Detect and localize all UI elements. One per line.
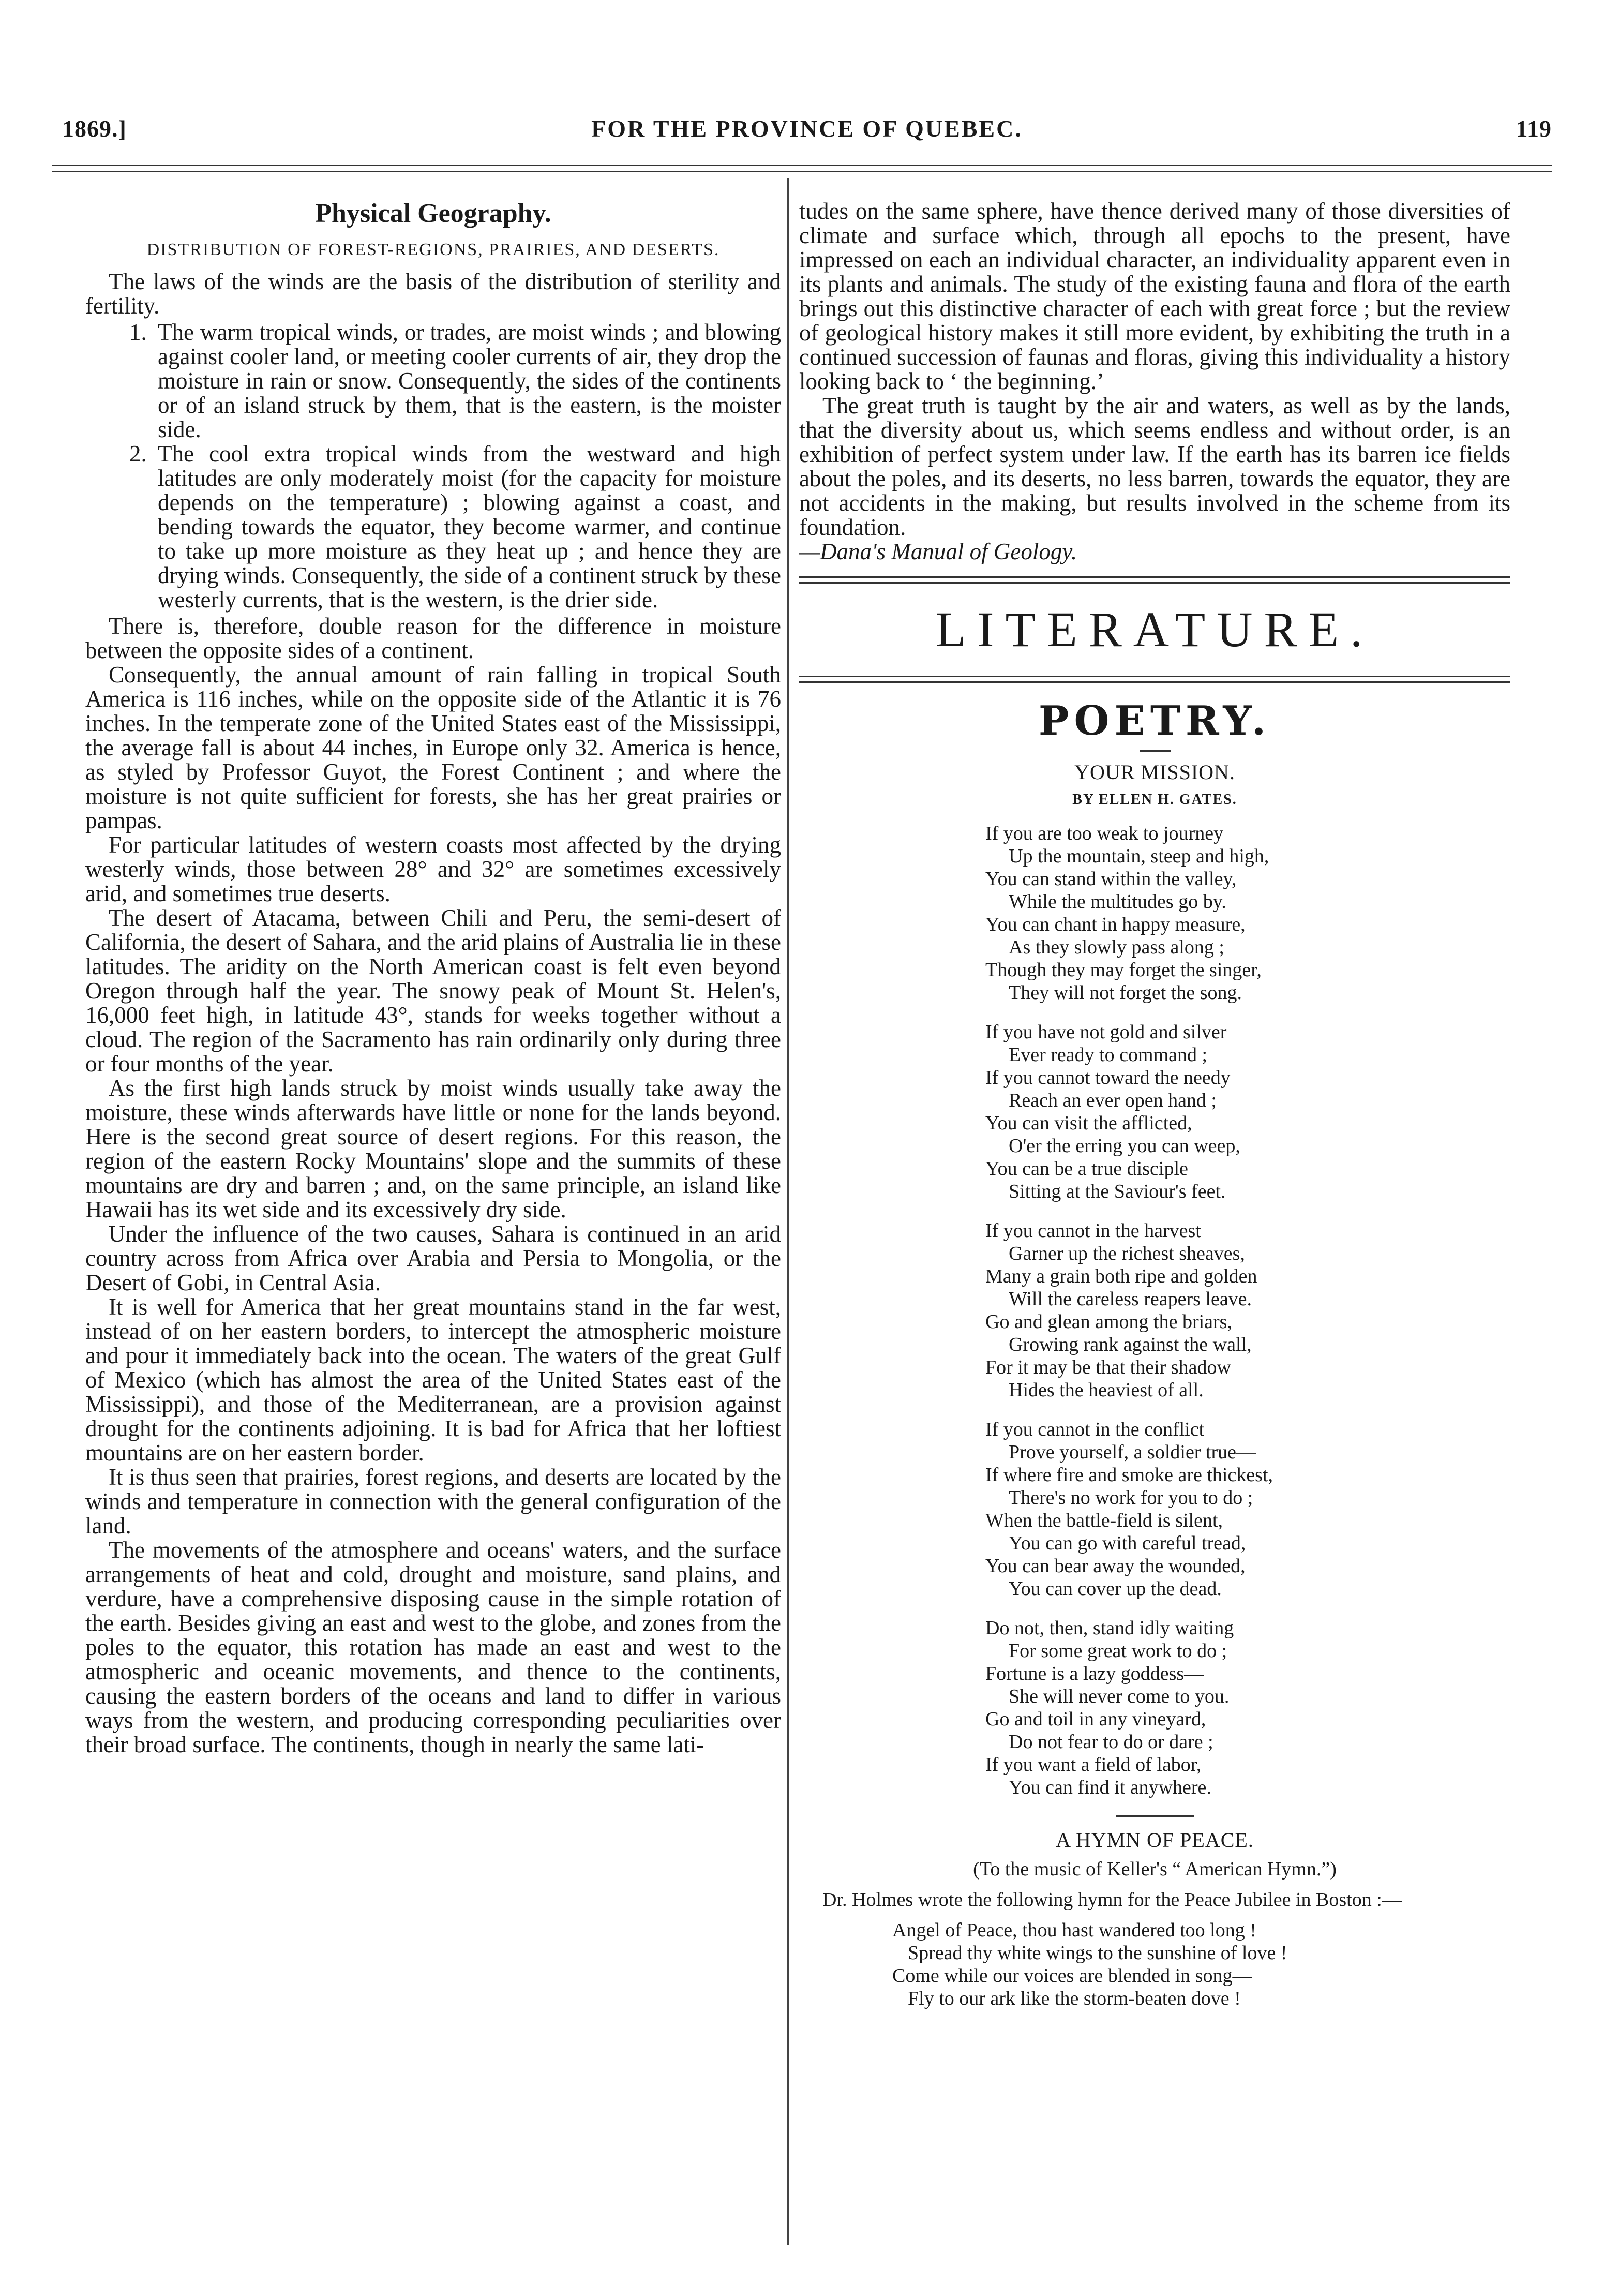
header-rule bbox=[52, 165, 1552, 166]
poem-stanza bbox=[985, 1418, 1510, 1600]
poem-line: You can cover up the dead. bbox=[1009, 1578, 1222, 1600]
poem-line: If you cannot in the conflict bbox=[985, 1419, 1205, 1440]
page-number: 119 bbox=[1516, 115, 1552, 142]
poem-line: Go and toil in any vineyard, bbox=[985, 1708, 1206, 1730]
body-paragraph: Under the influence of the two causes, Sahara is continued in an arid country across from Africa over Arabia and Persia to Mongolia, or the Desert of Gobi, in Central Asia. bbox=[85, 1221, 781, 1295]
poem-line: For it may be that their shadow bbox=[985, 1356, 1231, 1378]
numbered-list bbox=[85, 320, 781, 612]
poem-line: Come while our voices are blended in song— bbox=[892, 1965, 1252, 1987]
list-item: 1. The warm tropical winds, or trades, are moist winds ; and blowing against cooler land, or meeting cooler currents of air, they drop the moisture in rain or snow. Consequently, the sides of the continents or of an island struck by them, that is the eastern, is the moister side. bbox=[153, 320, 781, 442]
section-heading-physical-geography: Physical Geography. bbox=[315, 199, 551, 228]
section-rule bbox=[799, 576, 1510, 584]
poem-line: If you cannot in the harvest bbox=[985, 1220, 1201, 1242]
poem-line: You can be a true disciple bbox=[985, 1158, 1188, 1180]
poem-stanza bbox=[892, 1919, 1510, 2010]
poem-line: Do not, then, stand idly waiting bbox=[985, 1617, 1234, 1639]
poem-line: Many a grain both ripe and golden bbox=[985, 1265, 1257, 1287]
header-year: 1869.] bbox=[62, 115, 127, 142]
poem-line: Fly to our ark like the storm-beaten dove ! bbox=[908, 1988, 1241, 2009]
citation: —Dana's Manual of Geology. bbox=[799, 539, 1077, 564]
right-column bbox=[799, 199, 1510, 2010]
poem-line: You can bear away the wounded, bbox=[985, 1555, 1246, 1577]
poem-line: If you want a field of labor, bbox=[985, 1754, 1202, 1776]
poem-line: If where fire and smoke are thickest, bbox=[985, 1464, 1273, 1486]
poem-line: There's no work for you to do ; bbox=[1009, 1487, 1253, 1509]
poem-line: For some great work to do ; bbox=[1009, 1640, 1227, 1662]
body-paragraph: As the first high lands struck by moist winds usually take away the moisture, these winds afterwards have little or none for the lands beyond. Here is the second great source of desert regions. For this reason, the region of the eastern Rocky Mountains' slope and the summits of these mountains are dry and barren ; and, on the same principle, an island like Hawaii has its wet side and its excessively dry side. bbox=[85, 1075, 781, 1222]
poem-line: She will never come to you. bbox=[1009, 1686, 1230, 1707]
poem-line: Sitting at the Saviour's feet. bbox=[1009, 1181, 1226, 1202]
continuation-paragraph: tudes on the same sphere, have thence derived many of those diversities of climate and surface which, through all epochs to the present, have impressed on each an individual character, an individuality apparent even in its plants and animals. The study of the existing fauna and flora of the earth brings out this distinctive character of each with great force ; but the review of geological history makes it still more evident, by exhibiting the truth in a continued succession of faunas and floras, giving this individuality a history looking back to ‘ the beginning.’ bbox=[799, 198, 1510, 394]
intro-paragraph: The laws of the winds are the basis of the distribution of sterility and fertility. bbox=[85, 269, 781, 319]
poem-line: Ever ready to command ; bbox=[1009, 1044, 1208, 1066]
body-paragraph: The desert of Atacama, between Chili and Peru, the semi-desert of California, the desert of Sahara, and the arid plains of Australia lie in these latitudes. The aridity on the North American coast is felt even beyond Oregon through half the year. The snowy peak of Mount St. Helen's, 16,000 feet high, in latitude 43°, stands for weeks together without a cloud. The region of the Sacramento has rain ordinarily only during three or four months of the year. bbox=[85, 905, 781, 1077]
poem-line: Growing rank against the wall, bbox=[1009, 1334, 1252, 1355]
poem-line: They will not forget the song. bbox=[1009, 982, 1242, 1004]
poem-line: You can go with careful tread, bbox=[1009, 1532, 1246, 1554]
header-rule-thin bbox=[52, 171, 1552, 172]
body-paragraph: There is, therefore, double reason for the difference in moisture between the opposite sides of a continent. bbox=[85, 613, 781, 663]
poem-line: Garner up the richest sheaves, bbox=[1009, 1243, 1245, 1264]
body-paragraph: It is well for America that her great mountains stand in the far west, instead of on her eastern borders, to intercept the atmospheric moisture and pour it immediately back into the ocean. The waters of the great Gulf of Mexico (which has almost the area of the United States east of the Mississippi), and those of the Mediterranean, are a provision against drought for the continents adjoining. It is bad for Africa that her loftiest mountains are on her eastern border. bbox=[85, 1294, 781, 1466]
poem-line: If you are too weak to journey bbox=[985, 823, 1224, 844]
poem-line: Reach an ever open hand ; bbox=[1009, 1090, 1217, 1111]
body-paragraph: The great truth is taught by the air and waters, as well as by the lands, that the diversity about us, which seems endless and without order, is an exhibition of perfect system under law. If the earth has its barren ice fields about the poles, and its deserts, no less barren, towards the equator, they are not accidents in the making, but results involved in the scheme from its foundation. bbox=[799, 393, 1510, 540]
poem-line: Up the mountain, steep and high, bbox=[1009, 845, 1269, 867]
poem-line: You can chant in happy measure, bbox=[985, 914, 1246, 935]
poem-line: When the battle-field is silent, bbox=[985, 1510, 1223, 1531]
music-note: (To the music of Keller's “ American Hymn.”) bbox=[973, 1858, 1337, 1880]
poem-stanza bbox=[985, 1219, 1510, 1402]
hymn-intro: Dr. Holmes wrote the following hymn for the Peace Jubilee in Boston :— bbox=[822, 1889, 1402, 1911]
poem-stanza bbox=[985, 1021, 1510, 1203]
left-column bbox=[85, 199, 781, 1757]
poem-line: While the multitudes go by. bbox=[1009, 891, 1226, 913]
poem-line: Spread thy white wings to the sunshine of love ! bbox=[908, 1942, 1287, 1964]
section-rule bbox=[799, 676, 1510, 683]
list-item: 2. The cool extra tropical winds from the westward and high latitudes are only moderately moist (for the capacity for moisture depends on the temperature) ; blowing against a coast, and bending towards the equator, they become warmer, and continue to take up more moisture as they heat up ; and hence they are drying winds. Consequently, the side of a continent struck by these westerly currents, that is the western, is the drier side. bbox=[153, 442, 781, 612]
poem-line: Prove yourself, a soldier true— bbox=[1009, 1441, 1256, 1463]
poem-stanza bbox=[985, 822, 1510, 1004]
poem-title: A HYMN OF PEACE. bbox=[1056, 1828, 1254, 1852]
poem-stanza bbox=[985, 1617, 1510, 1799]
poem-line: O'er the erring you can weep, bbox=[1009, 1135, 1240, 1157]
section-subheading: DISTRIBUTION OF FOREST-REGIONS, PRAIRIES, AND DESERTS. bbox=[146, 240, 720, 259]
running-head bbox=[62, 115, 1552, 146]
poetry-heading: POETRY. bbox=[1038, 697, 1271, 744]
poem-line: Do not fear to do or dare ; bbox=[1009, 1731, 1213, 1753]
poem-line: You can stand within the valley, bbox=[985, 868, 1237, 890]
poem-line: If you have not gold and silver bbox=[985, 1021, 1227, 1043]
poem-line: If you cannot toward the needy bbox=[985, 1067, 1231, 1089]
poem-line: Hides the heaviest of all. bbox=[1009, 1379, 1204, 1401]
poem-line: Fortune is a lazy goddess— bbox=[985, 1663, 1204, 1684]
divider bbox=[1116, 1815, 1194, 1817]
poem-line: Go and glean among the briars, bbox=[985, 1311, 1232, 1333]
body-paragraph: It is thus seen that prairies, forest regions, and deserts are located by the winds and temperature in connection with the general configuration of the land. bbox=[85, 1464, 781, 1539]
poem-author: BY ELLEN H. GATES. bbox=[1072, 792, 1237, 808]
poem-line: Though they may forget the singer, bbox=[985, 959, 1262, 981]
poem-title: YOUR MISSION. bbox=[1074, 761, 1235, 784]
poem-line: You can find it anywhere. bbox=[1009, 1777, 1211, 1798]
poem-line: Angel of Peace, thou hast wandered too long ! bbox=[892, 1919, 1256, 1941]
poem-line: Will the careless reapers leave. bbox=[1009, 1288, 1252, 1310]
body-paragraph: For particular latitudes of western coasts most affected by the drying westerly winds, those between 28° and 32° are sometimes excessively arid, and sometimes true deserts. bbox=[85, 832, 781, 906]
poem-line: As they slowly pass along ; bbox=[1009, 936, 1224, 958]
divider bbox=[1140, 750, 1171, 752]
column-divider bbox=[787, 178, 789, 2245]
header-title: FOR THE PROVINCE OF QUEBEC. bbox=[591, 115, 1023, 142]
poem-line: You can visit the afflicted, bbox=[985, 1112, 1192, 1134]
body-paragraph: The movements of the atmosphere and oceans' waters, and the surface arrangements of heat and cold, drought and moisture, sand plains, and verdure, have a comprehensive disposing cause in the simple rotation of the earth. Besides giving an east and west to the globe, and zones from the poles to the equator, this rotation has made an east and west to the atmospheric and oceanic movements, and thence to the continents, causing the eastern borders of the oceans and land to differ in various ways from the western, and producing corresponding peculiarities over their broad surface. The continents, though in nearly the same lati- bbox=[85, 1537, 781, 1757]
literature-heading: LITERATURE. bbox=[935, 602, 1374, 657]
body-paragraph: Consequently, the annual amount of rain falling in tropical South America is 116 inches, while on the opposite side of the Atlantic it is 76 inches. In the temperate zone of the United States east of the Mississippi, the average fall is about 44 inches, in Europe only 32. America is hence, as styled by Professor Guyot, the Forest Continent ; and where the moisture is not quite sufficient for forests, she has her great prairies or pampas. bbox=[85, 662, 781, 833]
